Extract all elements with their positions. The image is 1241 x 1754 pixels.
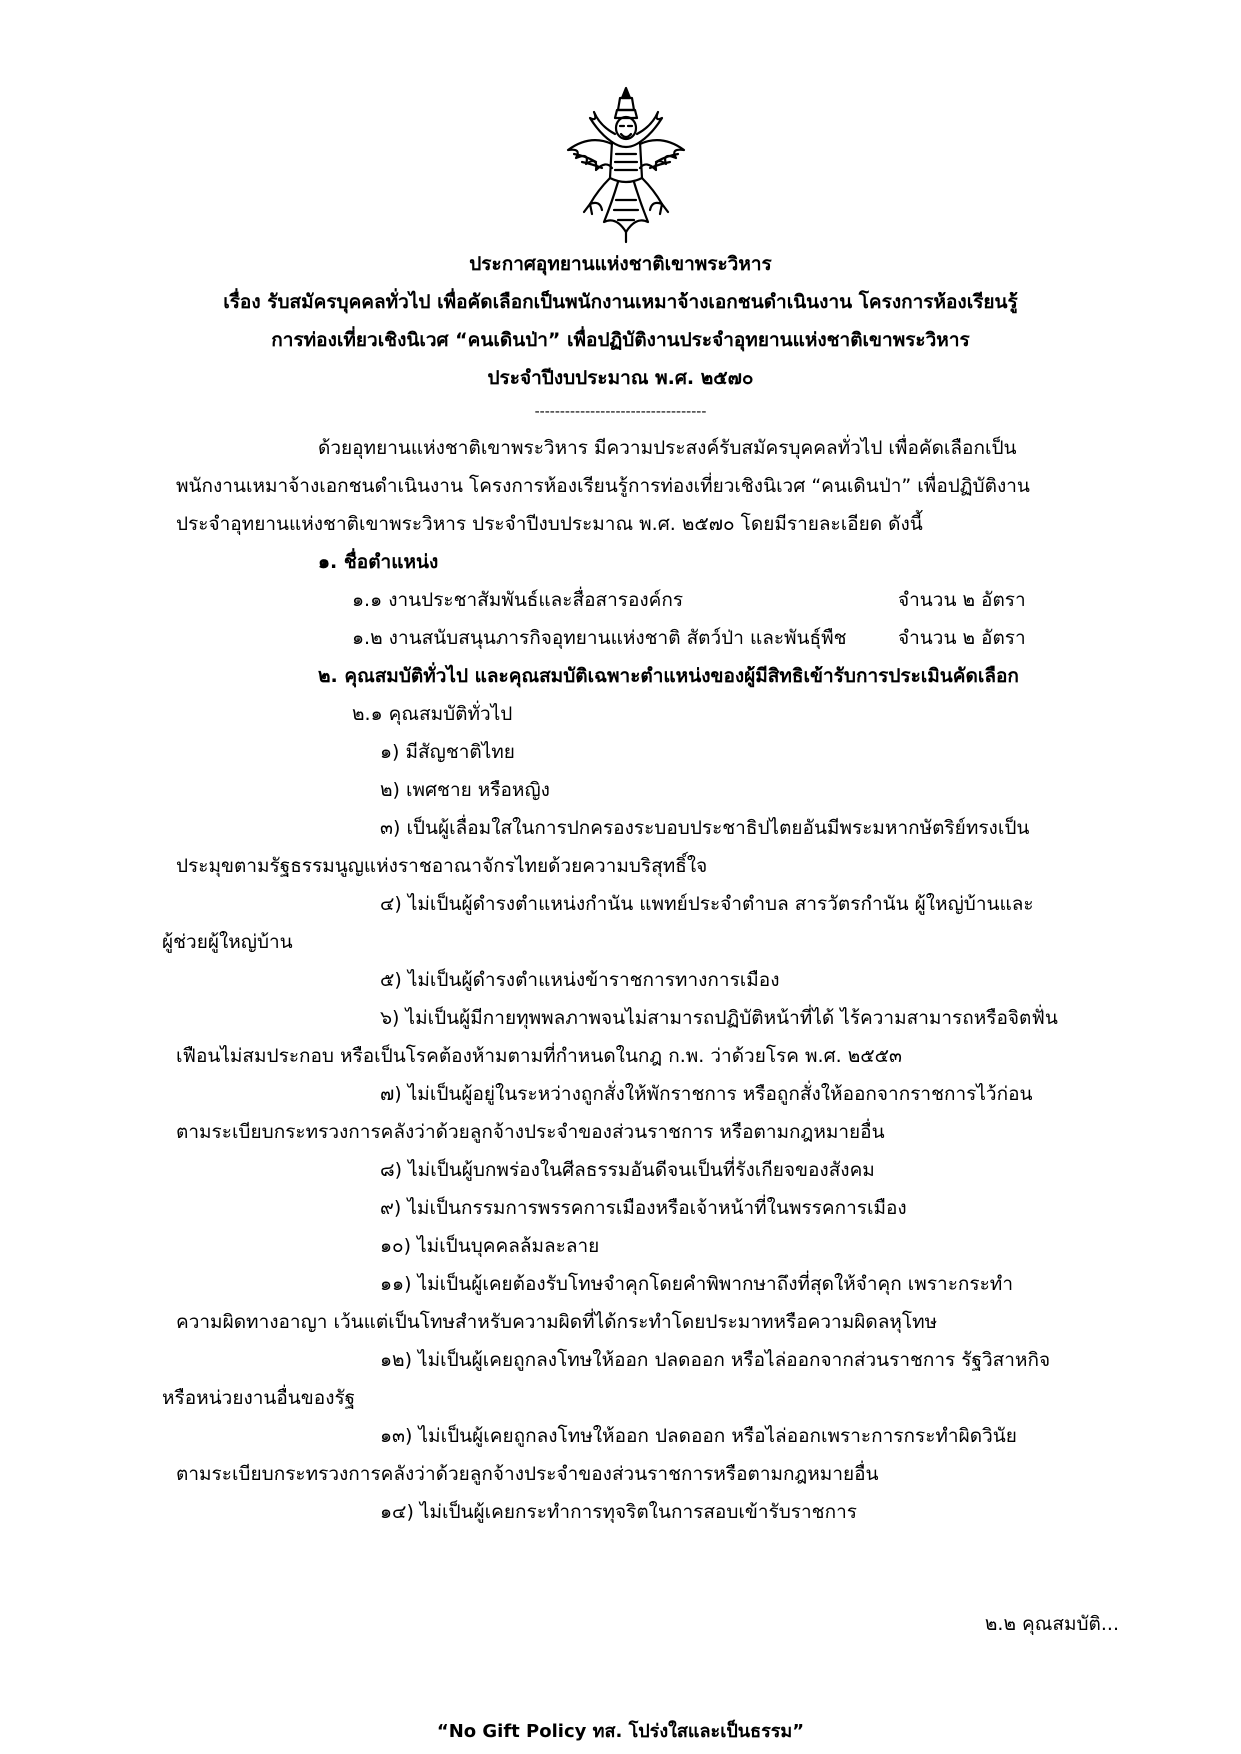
position-2-quantity: จำนวน ๒ อัตรา: [898, 627, 1026, 649]
qualification-10: ๑๐) ไม่เป็นบุคคลล้มละลาย: [380, 1235, 600, 1257]
position-1-quantity: จำนวน ๒ อัตรา: [898, 589, 1026, 611]
section-2-heading: ๒. คุณสมบัติทั่วไป และคุณสมบัติเฉพาะตำแหน่งของผู้มีสิทธิเข้ารับการประเมินคัดเลือก: [318, 665, 1019, 687]
qualification-7-line-1: ๗) ไม่เป็นผู้อยู่ในระหว่างถูกสั่งให้พักราชการ หรือถูกสั่งให้ออกจากราชการไว้ก่อน: [380, 1083, 1033, 1105]
qualification-3-line-2: ประมุขตามรัฐธรรมนูญแห่งราชอาณาจักรไทยด้วยความบริสุทธิ์ใจ: [176, 855, 708, 877]
qualification-14: ๑๔) ไม่เป็นผู้เคยกระทำการทุจริตในการสอบเข้ารับราชการ: [380, 1501, 857, 1523]
qualification-9: ๙) ไม่เป็นกรรมการพรรคการเมืองหรือเจ้าหน้าที่ในพรรคการเมือง: [380, 1197, 907, 1219]
continuation-marker: ๒.๒ คุณสมบัติ...: [984, 1613, 1119, 1635]
qualification-11-line-2: ความผิดทางอาญา เว้นแต่เป็นโทษสำหรับความผิดที่ได้กระทำโดยประมาทหรือความผิดลหุโทษ: [176, 1311, 938, 1333]
qualification-13-line-1: ๑๓) ไม่เป็นผู้เคยถูกลงโทษให้ออก ปลดออก หรือไล่ออกเพราะการกระทำผิดวินัย: [380, 1425, 1017, 1447]
qualification-3-line-1: ๓) เป็นผู้เลื่อมใสในการปกครองระบอบประชาธิปไตยอันมีพระมหากษัตริย์ทรงเป็น: [380, 817, 1030, 839]
qualification-2: ๒) เพศชาย หรือหญิง: [380, 779, 550, 801]
qualification-7-line-2: ตามระเบียบกระทรวงการคลังว่าด้วยลูกจ้างประจำของส่วนราชการ หรือตามกฎหมายอื่น: [176, 1121, 885, 1143]
intro-line-1: ด้วยอุทยานแห่งชาติเขาพระวิหาร มีความประสงค์รับสมัครบุคคลทั่วไป เพื่อคัดเลือกเป็น: [318, 437, 1017, 459]
qualification-12-line-2: หรือหน่วยงานอื่นของรัฐ: [162, 1387, 356, 1409]
intro-line-3: ประจำอุทยานแห่งชาติเขาพระวิหาร ประจำปีงบประมาณ พ.ศ. ๒๕๗๐ โดยมีรายละเอียด ดังนี้: [176, 513, 923, 535]
section-1-heading: ๑. ชื่อตำแหน่ง: [318, 551, 439, 573]
intro-line-2: พนักงานเหมาจ้างเอกชนดำเนินงาน โครงการห้องเรียนรู้การท่องเที่ยวเชิงนิเวศ “คนเดินป่า” เพื่อปฏิบัติงาน: [176, 475, 1030, 497]
position-1-label: ๑.๑ งานประชาสัมพันธ์และสื่อสารองค์กร: [352, 589, 684, 611]
document-title: ประกาศอุทยานแห่งชาติเขาพระวิหาร: [469, 253, 772, 275]
position-2-label: ๑.๒ งานสนับสนุนภารกิจอุทยานแห่งชาติ สัตว์ป่า และพันธุ์พืช: [352, 627, 847, 649]
subject-line-2: การท่องเที่ยวเชิงนิเวศ “คนเดินป่า” เพื่อปฏิบัติงานประจำอุทยานแห่งชาติเขาพระวิหาร: [271, 329, 970, 351]
qualification-8: ๘) ไม่เป็นผู้บกพร่องในศีลธรรมอันดีจนเป็นที่รังเกียจของสังคม: [380, 1159, 875, 1181]
qualification-5: ๕) ไม่เป็นผู้ดำรงตำแหน่งข้าราชการทางการเมือง: [380, 969, 780, 991]
section-2-1-heading: ๒.๑ คุณสมบัติทั่วไป: [352, 703, 513, 725]
qualification-1: ๑) มีสัญชาติไทย: [380, 741, 515, 763]
footer-slogan: “No Gift Policy ทส. โปร่งใสและเป็นธรรม”: [436, 1721, 805, 1742]
qualification-6-line-2: เฟือนไม่สมประกอบ หรือเป็นโรคต้องห้ามตามที่กำหนดในกฎ ก.พ. ว่าด้วยโรค พ.ศ. ๒๕๕๓: [176, 1045, 902, 1067]
qualification-11-line-1: ๑๑) ไม่เป็นผู้เคยต้องรับโทษจำคุกโดยคำพิพากษาถึงที่สุดให้จำคุก เพราะกระทำ: [380, 1273, 1014, 1295]
subject-line-3: ประจำปีงบประมาณ พ.ศ. ๒๕๗๐: [487, 367, 754, 389]
qualification-4-line-2: ผู้ช่วยผู้ใหญ่บ้าน: [162, 931, 293, 953]
qualification-6-line-1: ๖) ไม่เป็นผู้มีกายทุพพลภาพจนไม่สามารถปฏิบัติหน้าที่ได้ ไร้ความสามารถหรือจิตฟั่น: [380, 1007, 1058, 1029]
qualification-4-line-1: ๔) ไม่เป็นผู้ดำรงตำแหน่งกำนัน แพทย์ประจำตำบล สารวัตรกำนัน ผู้ใหญ่บ้านและ: [380, 893, 1034, 915]
subject-line-1: เรื่อง รับสมัครบุคคลทั่วไป เพื่อคัดเลือกเป็นพนักงานเหมาจ้างเอกชนดำเนินงาน โครงการห้องเรียนรู้: [223, 291, 1018, 313]
garuda-emblem-icon: [560, 82, 692, 246]
qualification-12-line-1: ๑๒) ไม่เป็นผู้เคยถูกลงโทษให้ออก ปลดออก หรือไล่ออกจากส่วนราชการ รัฐวิสาหกิจ: [380, 1349, 1051, 1371]
title-divider: ----------------------------------: [534, 404, 707, 420]
qualification-13-line-2: ตามระเบียบกระทรวงการคลังว่าด้วยลูกจ้างประจำของส่วนราชการหรือตามกฎหมายอื่น: [176, 1463, 879, 1485]
